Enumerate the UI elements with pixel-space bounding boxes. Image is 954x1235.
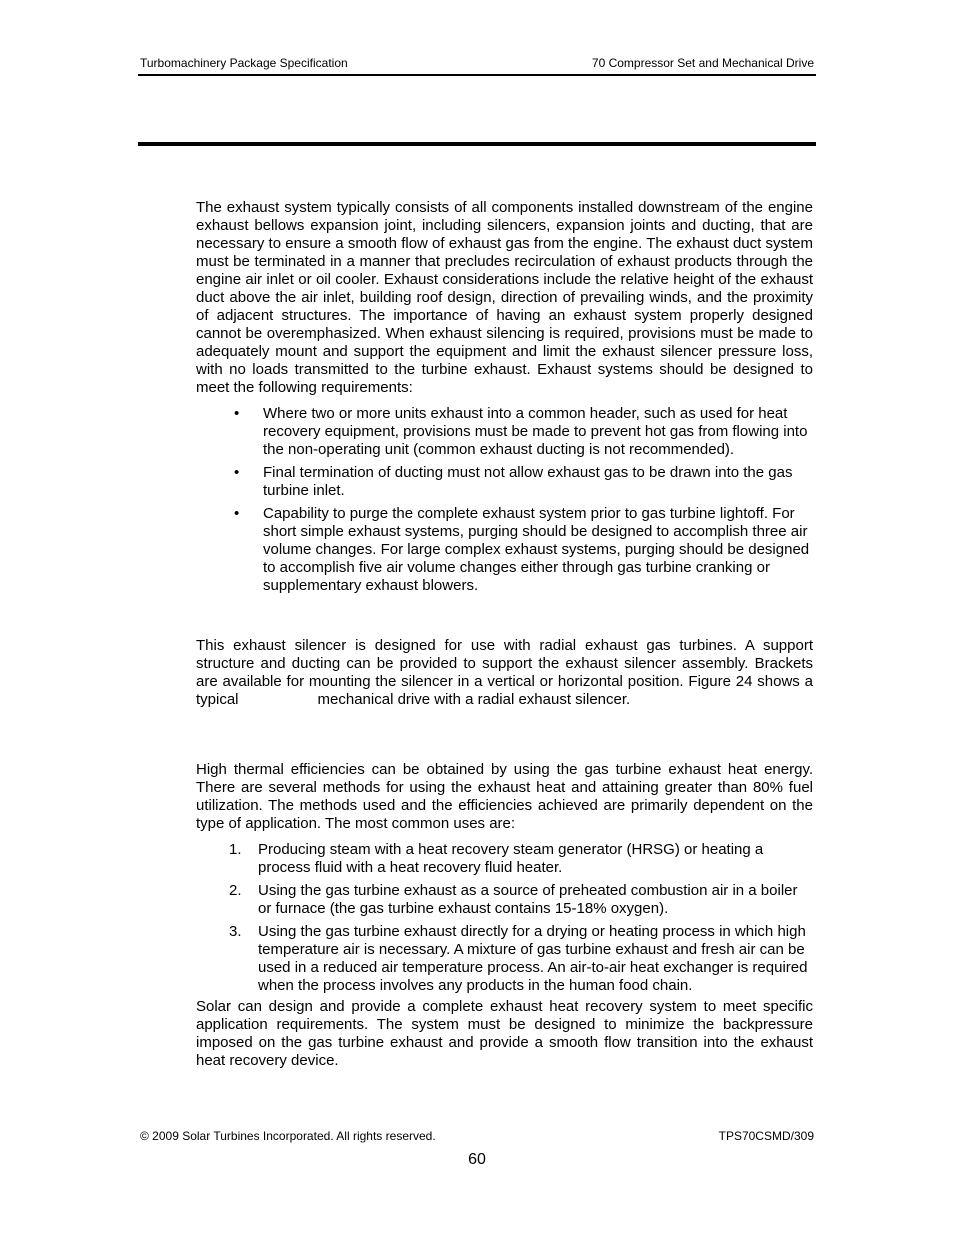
list-item-text: Using the gas turbine exhaust directly for a drying or heating process in which high temperature air is necessary. A mixture of gas turbine exhaust and fresh air can be used in a reduced air temperature process. An air-to-air heat exchanger is required when the process involves any products in the human food chain. [258,923,808,994]
list-item [196,882,813,918]
list-item [196,841,813,877]
bullet-marker: • [234,505,240,522]
header-divider [138,74,816,76]
list-item-text: Producing steam with a heat recovery steam generator (HRSG) or heating a process fluid with a heat recovery fluid heater. [258,841,764,876]
footer-copyright: © 2009 Solar Turbines Incorporated. All rights reserved. [140,1129,436,1143]
list-item-text: Using the gas turbine exhaust as a source of preheated combustion air in a boiler or furnace (the gas turbine exhaust contains 15-18% oxygen). [258,882,798,917]
header-section-title: 70 Compressor Set and Mechanical Drive [591,56,814,70]
list-item [196,464,813,500]
silencer-paragraph-part2: mechanical drive with a radial exhaust silencer. [317,691,631,708]
exhaust-requirements-list [196,405,813,600]
heat-recovery-closing-paragraph: Solar can design and provide a complete exhaust heat recovery system to meet specific application requirements. The system must be designed to minimize the backpressure imposed on the gas turbine exhaust and provide a smooth flow transition into the exhaust heat recovery device. [196,998,813,1069]
silencer-paragraph-part1: This exhaust silencer is designed for use with radial exhaust gas turbines. A support structure and ducting can be provided to support the exhaust silencer assembly. Brackets are available for mounting the silencer in a vertical or horizontal position. Figure 24 shows a typical [196,637,813,708]
footer-document-code: TPS70CSMD/309 [718,1129,814,1143]
heat-recovery-paragraph: High thermal efficiencies can be obtained by using the gas turbine exhaust heat energy. There are several methods for using the exhaust heat and attaining greater than 80% fuel utilization. The methods used and the efficiencies achieved are primarily dependent on the type of application. The most common uses are: [196,761,813,832]
list-number: 2. [229,882,242,899]
section-divider [138,142,816,146]
page-number: 60 [468,1151,486,1168]
list-item [196,405,813,459]
list-item-text: Capability to purge the complete exhaust system prior to gas turbine lightoff. For short simple exhaust systems, purging should be designed to accomplish three air volume changes. For large complex exhaust systems, purging should be designed to accomplish five air volume changes either through gas turbine cranking or supplementary exhaust blowers. [263,505,810,594]
header-document-title: Turbomachinery Package Specification [140,56,348,70]
bullet-marker: • [234,405,240,422]
list-number: 1. [229,841,242,858]
list-item-text: Where two or more units exhaust into a common header, such as used for heat recovery equipment, provisions must be made to prevent hot gas from flowing into the non-operating unit (common exhaust ducting is not recommended). [263,405,808,458]
bullet-marker: • [234,464,240,481]
list-item-text: Final termination of ducting must not allow exhaust gas to be drawn into the gas turbine inlet. [263,464,793,499]
silencer-paragraph [196,637,813,709]
list-item [196,923,813,995]
list-number: 3. [229,923,242,940]
list-item [196,505,813,595]
heat-recovery-uses-list [196,841,813,1000]
exhaust-system-paragraph: The exhaust system typically consists of all components installed downstream of the engine exhaust bellows expansion joint, including silencers, expansion joints and ducting, that are necessary to ensure a smooth flow of exhaust gas from the engine. The exhaust duct system must be terminated in a manner that precludes recirculation of exhaust products through the engine air inlet or oil cooler. Exhaust considerations include the relative height of the exhaust duct above the air inlet, building roof design, direction of prevailing winds, and the proximity of adjacent structures. The importance of having an exhaust system properly designed cannot be overemphasized. When exhaust silencing is required, provisions must be made to adequately mount and support the equipment and limit the exhaust silencer pressure loss, with no loads transmitted to the turbine exhaust. Exhaust systems should be designed to meet the following requirements: [196,199,813,396]
